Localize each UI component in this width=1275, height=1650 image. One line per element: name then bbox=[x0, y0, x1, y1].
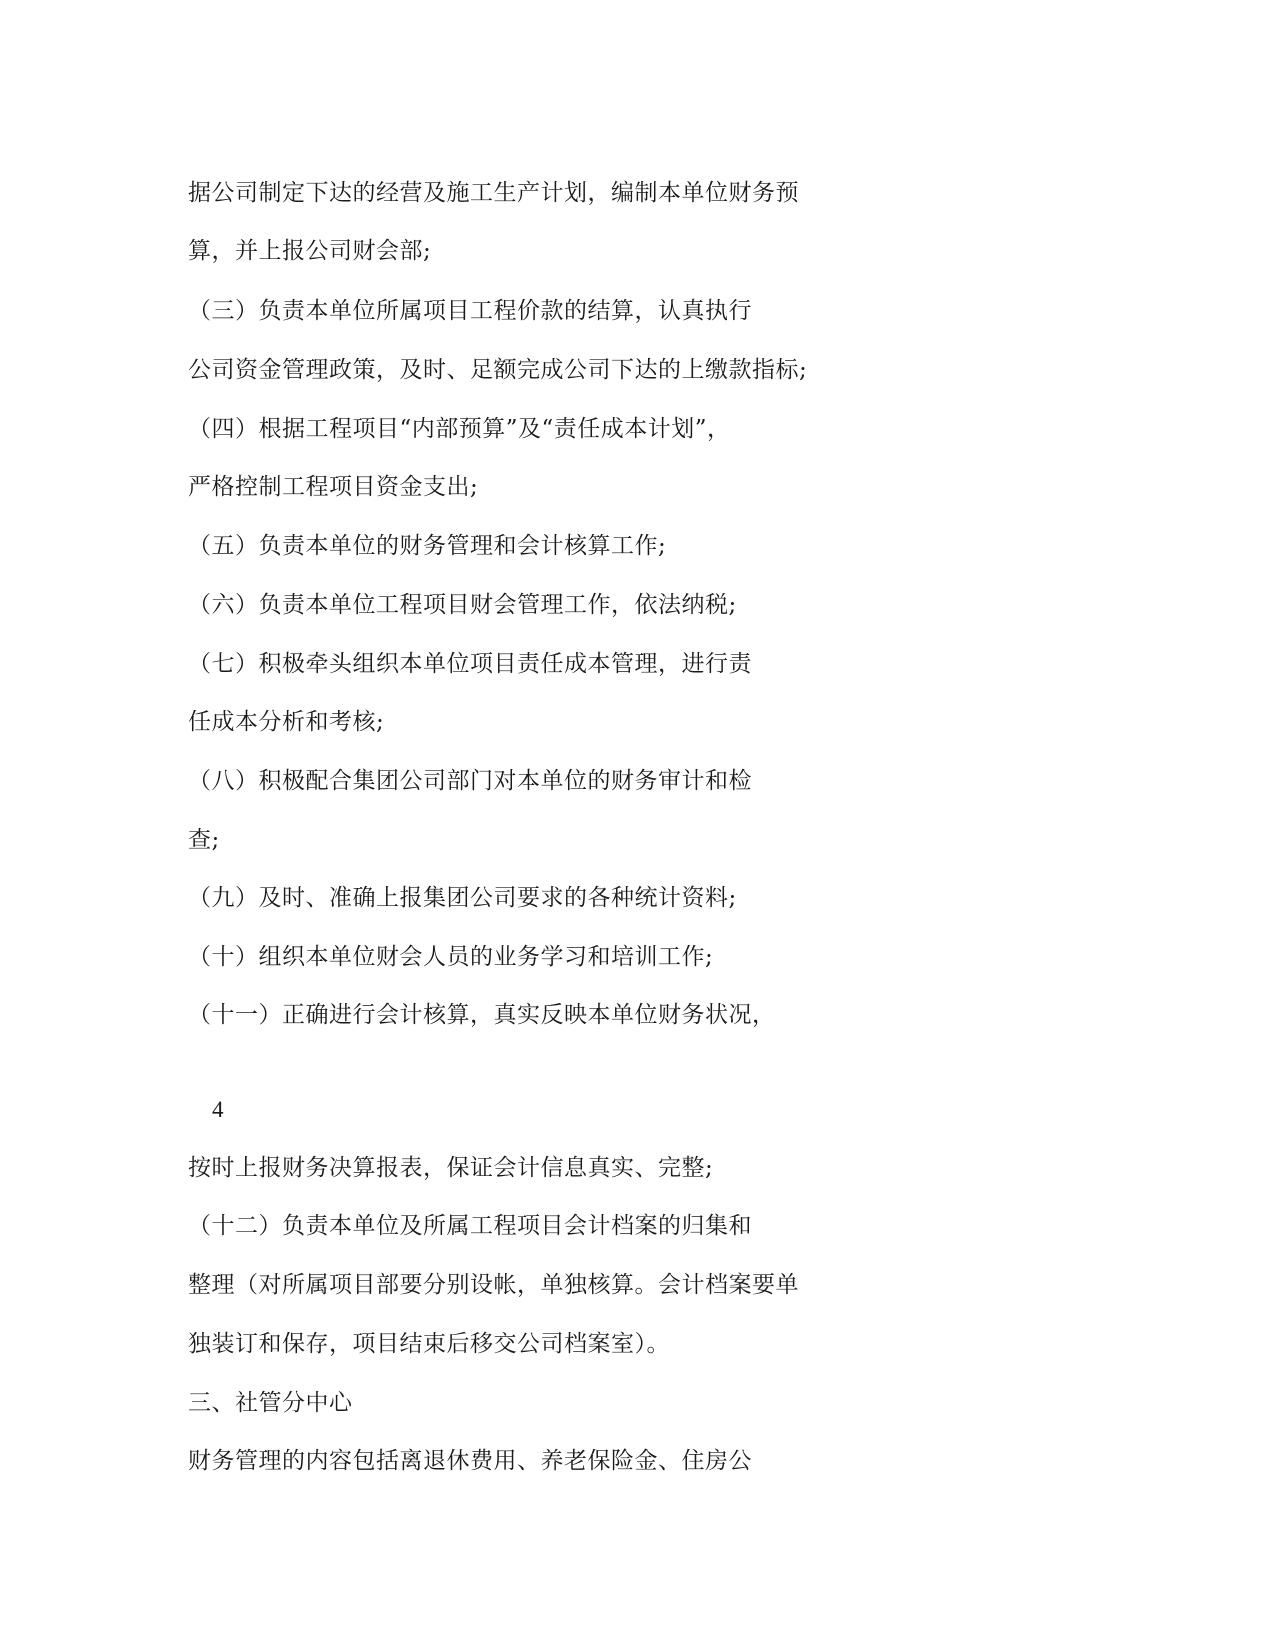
text-line: （四）根据工程项目“内部预算”及“责任成本计划”， bbox=[188, 416, 731, 442]
text-line: （五）负责本单位的财务管理和会计核算工作; bbox=[188, 533, 667, 559]
text-line: （八）积极配合集团公司部门对本单位的财务审计和检 bbox=[188, 768, 752, 794]
text-line: 查; bbox=[188, 827, 220, 853]
text-line: （十一）正确进行会计核算，真实反映本单位财务状况， bbox=[188, 1002, 776, 1028]
text-line: 独装订和保存，项目结束后移交公司档案室）。 bbox=[188, 1331, 670, 1357]
text-line: 据公司制定下达的经营及施工生产计划，编制本单位财务预 bbox=[188, 180, 799, 206]
text-line: （十二）负责本单位及所属工程项目会计档案的归集和 bbox=[188, 1213, 752, 1239]
page-number: 4 bbox=[212, 1097, 224, 1122]
text-line: 财务管理的内容包括离退休费用、养老保险金、住房公 bbox=[188, 1448, 752, 1474]
text-line: 公司资金管理政策，及时、足额完成公司下达的上缴款指标; bbox=[188, 357, 808, 383]
text-line: （六）负责本单位工程项目财会管理工作，依法纳税; bbox=[188, 592, 737, 618]
text-line: 整理（对所属项目部要分别设帐，单独核算。会计档案要单 bbox=[188, 1272, 799, 1298]
section-heading: 三、社管分中心 bbox=[188, 1390, 353, 1416]
text-line: 任成本分析和考核; bbox=[188, 709, 385, 735]
text-line: （七）积极牵头组织本单位项目责任成本管理，进行责 bbox=[188, 651, 752, 677]
text-line: 算，并上报公司财会部; bbox=[188, 238, 432, 264]
text-line: 严格控制工程项目资金支出; bbox=[188, 474, 479, 500]
text-line: （三）负责本单位所属项目工程价款的结算，认真执行 bbox=[188, 298, 752, 324]
text-line: （十）组织本单位财会人员的业务学习和培训工作; bbox=[188, 944, 714, 970]
text-line: 按时上报财务决算报表，保证会计信息真实、完整; bbox=[188, 1155, 714, 1181]
text-line: （九）及时、准确上报集团公司要求的各种统计资料; bbox=[188, 885, 737, 911]
